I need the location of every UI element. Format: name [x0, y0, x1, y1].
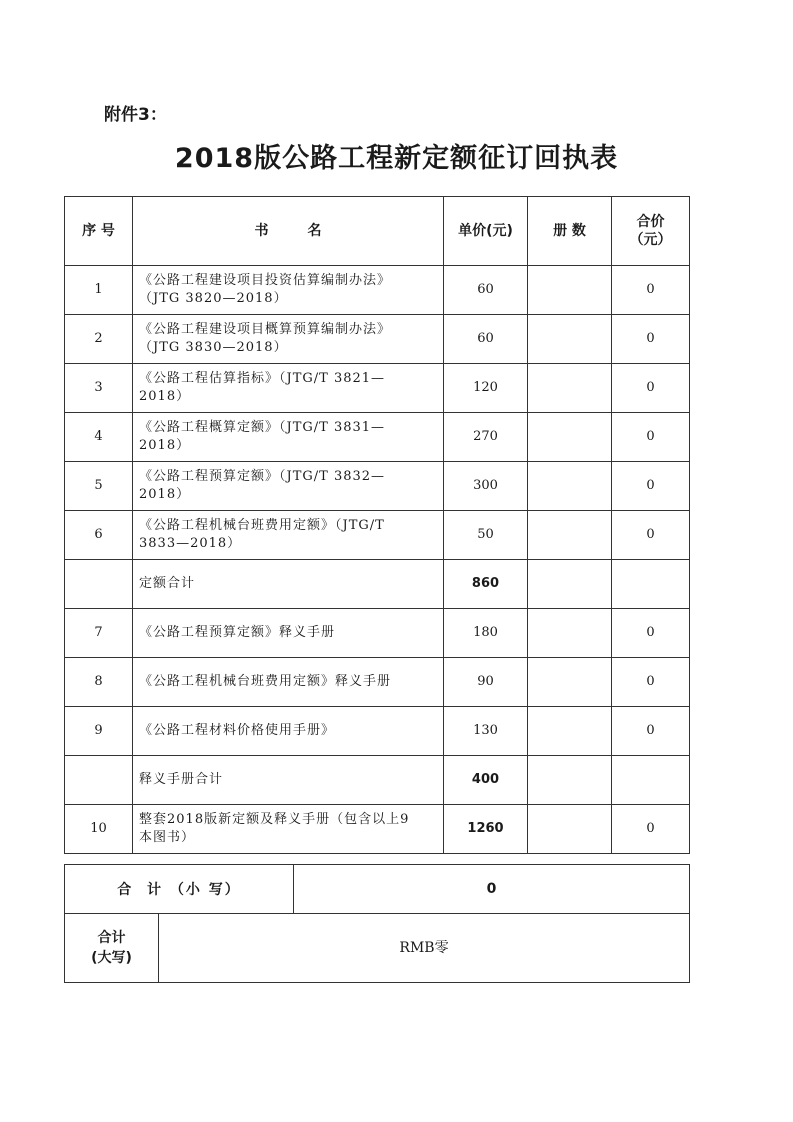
table-header-row: [65, 197, 690, 266]
row-qty[interactable]: [528, 364, 612, 413]
row-book-name-line1: 定额合计: [139, 576, 196, 591]
row-book-name: [133, 805, 444, 854]
row-price: 270: [444, 413, 528, 462]
row-book-name-line2: 本图书）: [139, 830, 196, 845]
header-total-line1: 合价: [636, 214, 665, 230]
row-index: 1: [65, 266, 133, 315]
row-index: [65, 756, 133, 805]
row-book-name-line1: 《公路工程估算指标》（JTG/T 3821—: [139, 371, 386, 386]
sum-small-row: [65, 865, 690, 914]
sum-big-table: [64, 913, 690, 983]
row-book-name-line1: 《公路工程建设项目投资估算编制办法》: [139, 273, 392, 288]
header-index: 序 号: [65, 197, 133, 266]
row-price: 400: [444, 756, 528, 805]
table-row: [65, 511, 690, 560]
table-row: [65, 756, 690, 805]
table-row: [65, 266, 690, 315]
row-total: [612, 756, 690, 805]
row-book-name: [133, 658, 444, 707]
row-qty[interactable]: [528, 511, 612, 560]
row-index: 4: [65, 413, 133, 462]
sum-big-row: [65, 914, 690, 983]
table-row: [65, 609, 690, 658]
row-book-name-line2: 2018）: [139, 438, 191, 453]
header-total: [612, 197, 690, 266]
table-row: [65, 707, 690, 756]
row-qty[interactable]: [528, 413, 612, 462]
row-qty[interactable]: [528, 462, 612, 511]
row-book-name: [133, 609, 444, 658]
row-price: 90: [444, 658, 528, 707]
sum-small-value: 0: [294, 865, 690, 914]
row-total: 0: [612, 609, 690, 658]
sum-small-table: [64, 864, 690, 914]
row-book-name-line2: （JTG 3820—2018）: [139, 291, 288, 306]
row-qty[interactable]: [528, 658, 612, 707]
sum-big-label: [65, 914, 159, 983]
header-price: 单价(元): [444, 197, 528, 266]
row-book-name-line1: 《公路工程机械台班费用定额》（JTG/T: [139, 518, 385, 533]
sum-big-label-line1: 合计: [97, 930, 126, 946]
row-index: [65, 560, 133, 609]
header-name: 书 名: [133, 197, 444, 266]
row-book-name-line1: 《公路工程材料价格使用手册》: [139, 723, 336, 738]
row-book-name-line2: （JTG 3830—2018）: [139, 340, 288, 355]
row-qty[interactable]: [528, 707, 612, 756]
row-book-name: [133, 560, 444, 609]
row-price: 60: [444, 315, 528, 364]
row-index: 10: [65, 805, 133, 854]
row-qty[interactable]: [528, 315, 612, 364]
table-row: [65, 315, 690, 364]
table-row: [65, 560, 690, 609]
row-qty[interactable]: [528, 609, 612, 658]
row-book-name-line1: 《公路工程建设项目概算预算编制办法》: [139, 322, 392, 337]
row-book-name: [133, 266, 444, 315]
row-qty[interactable]: [528, 756, 612, 805]
row-index: 6: [65, 511, 133, 560]
table-row: [65, 805, 690, 854]
row-total: 0: [612, 413, 690, 462]
row-price: 130: [444, 707, 528, 756]
row-book-name-line1: 《公路工程预算定额》释义手册: [139, 625, 336, 640]
row-index: 3: [65, 364, 133, 413]
order-table: [64, 196, 690, 854]
row-price: 860: [444, 560, 528, 609]
header-qty: 册 数: [528, 197, 612, 266]
row-qty[interactable]: [528, 266, 612, 315]
row-total: 0: [612, 707, 690, 756]
row-book-name-line1: 《公路工程概算定额》（JTG/T 3831—: [139, 420, 386, 435]
row-price: 50: [444, 511, 528, 560]
row-total: 0: [612, 511, 690, 560]
row-qty[interactable]: [528, 560, 612, 609]
table-row: [65, 413, 690, 462]
row-book-name: [133, 413, 444, 462]
table-row: [65, 658, 690, 707]
sum-small-label: 合 计 （小 写）: [65, 865, 294, 914]
row-price: 180: [444, 609, 528, 658]
row-total: 0: [612, 364, 690, 413]
row-price: 1260: [444, 805, 528, 854]
row-book-name: [133, 315, 444, 364]
row-book-name-line1: 释义手册合计: [139, 772, 224, 787]
row-book-name-line1: 《公路工程预算定额》（JTG/T 3832—: [139, 469, 386, 484]
header-total-line2: （元）: [629, 232, 672, 248]
row-total: 0: [612, 315, 690, 364]
row-total: 0: [612, 266, 690, 315]
row-total: 0: [612, 462, 690, 511]
row-book-name: [133, 707, 444, 756]
row-book-name: [133, 511, 444, 560]
row-price: 120: [444, 364, 528, 413]
sum-big-label-line2: (大写): [91, 950, 132, 966]
row-book-name-line2: 2018）: [139, 389, 191, 404]
row-total: 0: [612, 658, 690, 707]
row-book-name-line1: 《公路工程机械台班费用定额》释义手册: [139, 674, 392, 689]
row-book-name-line1: 整套2018版新定额及释义手册（包含以上9: [139, 812, 410, 827]
row-book-name-line2: 2018）: [139, 487, 191, 502]
row-book-name: [133, 756, 444, 805]
sum-big-value: RMB零: [159, 914, 690, 983]
row-price: 60: [444, 266, 528, 315]
row-book-name-line2: 3833—2018）: [139, 536, 242, 551]
row-book-name: [133, 462, 444, 511]
row-index: 5: [65, 462, 133, 511]
row-qty[interactable]: [528, 805, 612, 854]
row-total: [612, 560, 690, 609]
row-price: 300: [444, 462, 528, 511]
attachment-label: 附件3：: [104, 105, 167, 125]
row-index: 7: [65, 609, 133, 658]
page-title: 2018版公路工程新定额征订回执表: [174, 143, 619, 174]
row-index: 2: [65, 315, 133, 364]
row-total: 0: [612, 805, 690, 854]
table-row: [65, 462, 690, 511]
row-index: 9: [65, 707, 133, 756]
row-index: 8: [65, 658, 133, 707]
table-row: [65, 364, 690, 413]
row-book-name: [133, 364, 444, 413]
